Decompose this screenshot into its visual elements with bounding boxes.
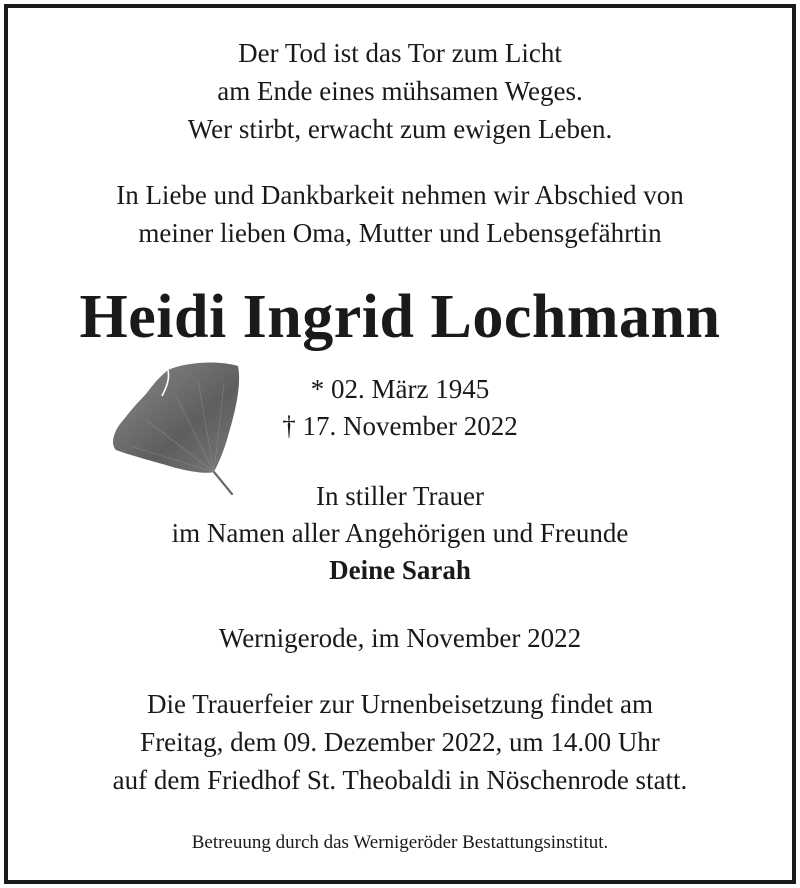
mourning-line-2: im Namen aller Angehörigen und Freunde bbox=[171, 518, 629, 548]
place-and-date: Wernigerode, im November 2022 bbox=[218, 623, 582, 653]
mourning-line-1: In stiller Trauer bbox=[316, 481, 484, 511]
death-date: † 17. November 2022 bbox=[282, 411, 518, 441]
service-line-1: Die Trauerfeier zur Urnenbeisetzung findet am bbox=[146, 689, 654, 719]
obituary-notice bbox=[4, 4, 796, 884]
funeral-home-note: Betreuung durch das Wernigeröder Bestattungsinstitut. bbox=[191, 832, 609, 853]
intro-line-2: meiner lieben Oma, Mutter und Lebensgefährtin bbox=[138, 218, 662, 248]
birth-date: * 02. März 1945 bbox=[310, 374, 490, 404]
service-line-3: auf dem Friedhof St. Theobaldi in Nöschenrode statt. bbox=[112, 765, 688, 795]
deceased-name: Heidi Ingrid Lochmann bbox=[79, 283, 721, 351]
service-line-2: Freitag, dem 09. Dezember 2022, um 14.00 Uhr bbox=[140, 727, 660, 757]
signature: Deine Sarah bbox=[329, 555, 471, 585]
poem-line-3: Wer stirbt, erwacht zum ewigen Leben. bbox=[187, 114, 613, 144]
poem-line-1: Der Tod ist das Tor zum Licht bbox=[238, 38, 562, 68]
intro-line-1: In Liebe und Dankbarkeit nehmen wir Abschied von bbox=[116, 180, 684, 210]
poem-line-2: am Ende eines mühsamen Weges. bbox=[217, 76, 583, 106]
